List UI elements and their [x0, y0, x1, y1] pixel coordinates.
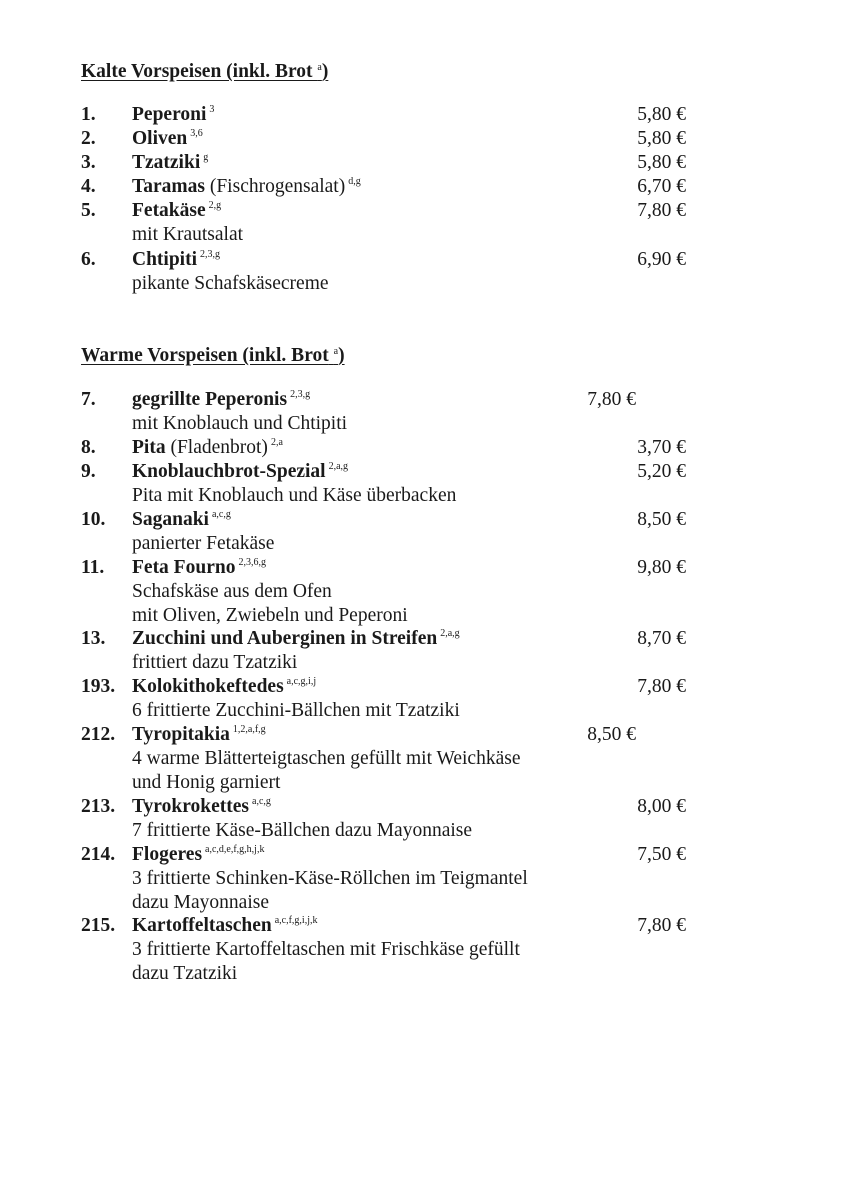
- item-name: Oliven: [132, 128, 188, 149]
- item-name: Tyrokrokettes: [132, 796, 249, 817]
- item-price: 7,80 €: [587, 389, 636, 410]
- menu-item: [0, 843, 849, 867]
- item-number: 7.: [81, 389, 96, 410]
- menu-item: [0, 199, 849, 223]
- item-extra: (Fladenbrot): [170, 437, 268, 458]
- section-heading-kalte-vorspeisen: Kalte Vorspeisen (inkl. Brot $^a$): [81, 61, 329, 82]
- item-name: Flogeres: [132, 844, 203, 865]
- allergen-codes: 3: [209, 104, 215, 115]
- menu-item: [0, 151, 849, 175]
- item-number: 213.: [81, 796, 116, 817]
- menu-item: [0, 103, 849, 127]
- item-description: Pita mit Knoblauch und Käse überbacken: [132, 485, 457, 506]
- item-name: Feta Fourno: [132, 557, 236, 578]
- item-number: 8.: [81, 437, 96, 458]
- item-description: 4 warme Blätterteigtaschen gefüllt mit Weichkäse: [132, 748, 521, 769]
- menu-item: [0, 675, 849, 699]
- item-description: und Honig garniert: [132, 772, 281, 793]
- item-number: 13.: [81, 628, 106, 649]
- item-description: dazu Tzatziki: [132, 963, 238, 984]
- item-name: Tzatziki: [132, 152, 201, 173]
- menu-item: [0, 914, 849, 938]
- allergen-codes: a,c,g: [252, 796, 271, 807]
- item-price: 8,00 €: [637, 796, 686, 817]
- item-name: Tyropitakia: [132, 724, 230, 745]
- menu-item: [0, 388, 849, 412]
- item-name: Chtipiti: [132, 249, 198, 270]
- item-price: 5,20 €: [637, 461, 686, 482]
- item-name: Knoblauchbrot-Spezial: [132, 461, 326, 482]
- item-price: 7,80 €: [637, 676, 686, 697]
- allergen-codes: 2,3,6,g: [238, 557, 266, 568]
- item-description: frittiert dazu Tzatziki: [132, 652, 298, 673]
- item-number: 1.: [81, 104, 96, 125]
- menu-item: [0, 436, 849, 460]
- item-price: 7,50 €: [637, 844, 686, 865]
- item-price: 8,50 €: [637, 509, 686, 530]
- item-description: Schafskäse aus dem Ofen: [132, 581, 332, 602]
- item-description: 7 frittierte Käse-Bällchen dazu Mayonnaise: [132, 820, 473, 841]
- allergen-codes: 2,a,g: [328, 461, 349, 472]
- section-heading-warme-vorspeisen: Warme Vorspeisen (inkl. Brot $^a$): [81, 345, 345, 366]
- allergen-codes: a,c,g,i,j: [286, 676, 317, 687]
- allergen-codes: a,c,f,g,i,j,k: [274, 915, 318, 926]
- item-name: Kolokithokeftedes: [132, 676, 284, 697]
- item-description: dazu Mayonnaise: [132, 892, 269, 913]
- menu-item: [0, 175, 849, 199]
- item-name: Fetakäse: [132, 200, 206, 221]
- item-number: 11.: [81, 557, 105, 578]
- item-number: 3.: [81, 152, 96, 173]
- item-description: pikante Schafskäsecreme: [132, 273, 329, 294]
- allergen-codes: 3,6: [190, 128, 203, 139]
- item-price: 5,80 €: [637, 152, 686, 173]
- item-number: 214.: [81, 844, 116, 865]
- item-number: 215.: [81, 915, 116, 936]
- item-number: 5.: [81, 200, 96, 221]
- item-number: 2.: [81, 128, 96, 149]
- item-price: 6,90 €: [637, 249, 686, 270]
- item-description: 6 frittierte Zucchini-Bällchen mit Tzatziki: [132, 700, 460, 721]
- item-name: gegrillte Peperonis: [132, 389, 288, 410]
- item-name: Peperoni: [132, 104, 207, 125]
- menu-item: [0, 248, 849, 272]
- item-extra: (Fischrogensalat): [209, 176, 346, 197]
- item-name: Saganaki: [132, 509, 209, 530]
- item-price: 6,70 €: [637, 176, 686, 197]
- allergen-codes: 2,a: [270, 437, 283, 448]
- item-description: 3 frittierte Kartoffeltaschen mit Frischkäse gefüllt: [132, 939, 520, 960]
- item-number: 4.: [81, 176, 96, 197]
- allergen-codes: a,c,g: [211, 509, 231, 520]
- item-number: 193.: [81, 676, 116, 697]
- item-description: mit Krautsalat: [132, 224, 244, 245]
- allergen-codes: 2,3,g: [200, 249, 221, 260]
- item-price: 5,80 €: [637, 104, 686, 125]
- item-number: 212.: [81, 724, 116, 745]
- allergen-codes: 1,2,a,f,g: [232, 724, 266, 735]
- item-name: Zucchini und Auberginen in Streifen: [132, 628, 438, 649]
- allergen-codes: 2,3,g: [290, 389, 311, 400]
- menu-item: [0, 723, 849, 747]
- item-description: panierter Fetakäse: [132, 533, 275, 554]
- item-description: mit Knoblauch und Chtipiti: [132, 413, 348, 434]
- allergen-codes: d,g: [348, 176, 361, 187]
- item-name: Kartoffeltaschen: [132, 915, 272, 936]
- item-price: 9,80 €: [637, 557, 686, 578]
- menu-item: [0, 127, 849, 151]
- item-price: 8,50 €: [587, 724, 636, 745]
- item-price: 3,70 €: [637, 437, 686, 458]
- item-number: 9.: [81, 461, 96, 482]
- item-price: 8,70 €: [637, 628, 686, 649]
- allergen-codes: a,c,d,e,f,g,h,j,k: [205, 844, 265, 855]
- allergen-codes: g: [203, 152, 209, 163]
- item-description: 3 frittierte Schinken-Käse-Röllchen im Teigmantel: [132, 868, 528, 889]
- item-price: 7,80 €: [637, 200, 686, 221]
- allergen-codes: 2,a,g: [440, 628, 460, 639]
- item-name: Taramas: [132, 176, 205, 197]
- item-number: 6.: [81, 249, 96, 270]
- item-number: 10.: [81, 509, 106, 530]
- item-price: 7,80 €: [637, 915, 686, 936]
- menu-item: [0, 508, 849, 532]
- menu-item: [0, 460, 849, 484]
- allergen-codes: 2,g: [208, 200, 222, 211]
- item-name: Pita: [132, 437, 166, 458]
- item-description: mit Oliven, Zwiebeln und Peperoni: [132, 605, 408, 626]
- item-price: 5,80 €: [637, 128, 686, 149]
- menu-item: [0, 795, 849, 819]
- menu-item: [0, 627, 849, 651]
- menu-item: [0, 556, 849, 580]
